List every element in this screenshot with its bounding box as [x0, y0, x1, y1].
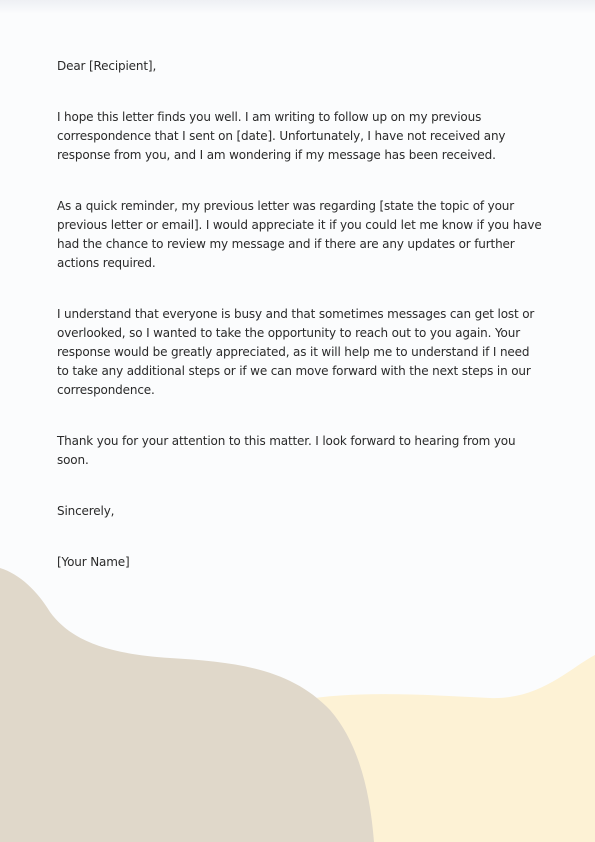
letter-signature: [Your Name]: [57, 555, 130, 569]
letter-paragraph-4: Thank you for your attention to this matter. I look forward to hearing from you soon.: [57, 434, 516, 467]
letter-paragraph-1: I hope this letter finds you well. I am writing to follow up on my previous correspondence that I sent on [date]. Unfortunately, I have not received any response from you, and I am wondering if my message has been received.: [57, 110, 506, 162]
letter-paragraph-2: As a quick reminder, my previous letter was regarding [state the topic of your previous letter or email]. I would appreciate it if you could let me know if you have had the chance to review my message and if there are any updates or further actions required.: [57, 199, 542, 270]
taupe-blob-shape: [0, 568, 374, 842]
letter-body: [57, 57, 542, 572]
letter-paragraph-3: I understand that everyone is busy and that sometimes messages can get lost or overlooked, so I wanted to take the opportunity to reach out to you again. Your response would be greatly appreciated, as it will help me to understand if I need to take any additional steps or if we can move forward with the next steps in our correspondence.: [57, 307, 535, 397]
letter-greeting: Dear [Recipient],: [57, 59, 157, 73]
letter-closing: Sincerely,: [57, 504, 115, 518]
